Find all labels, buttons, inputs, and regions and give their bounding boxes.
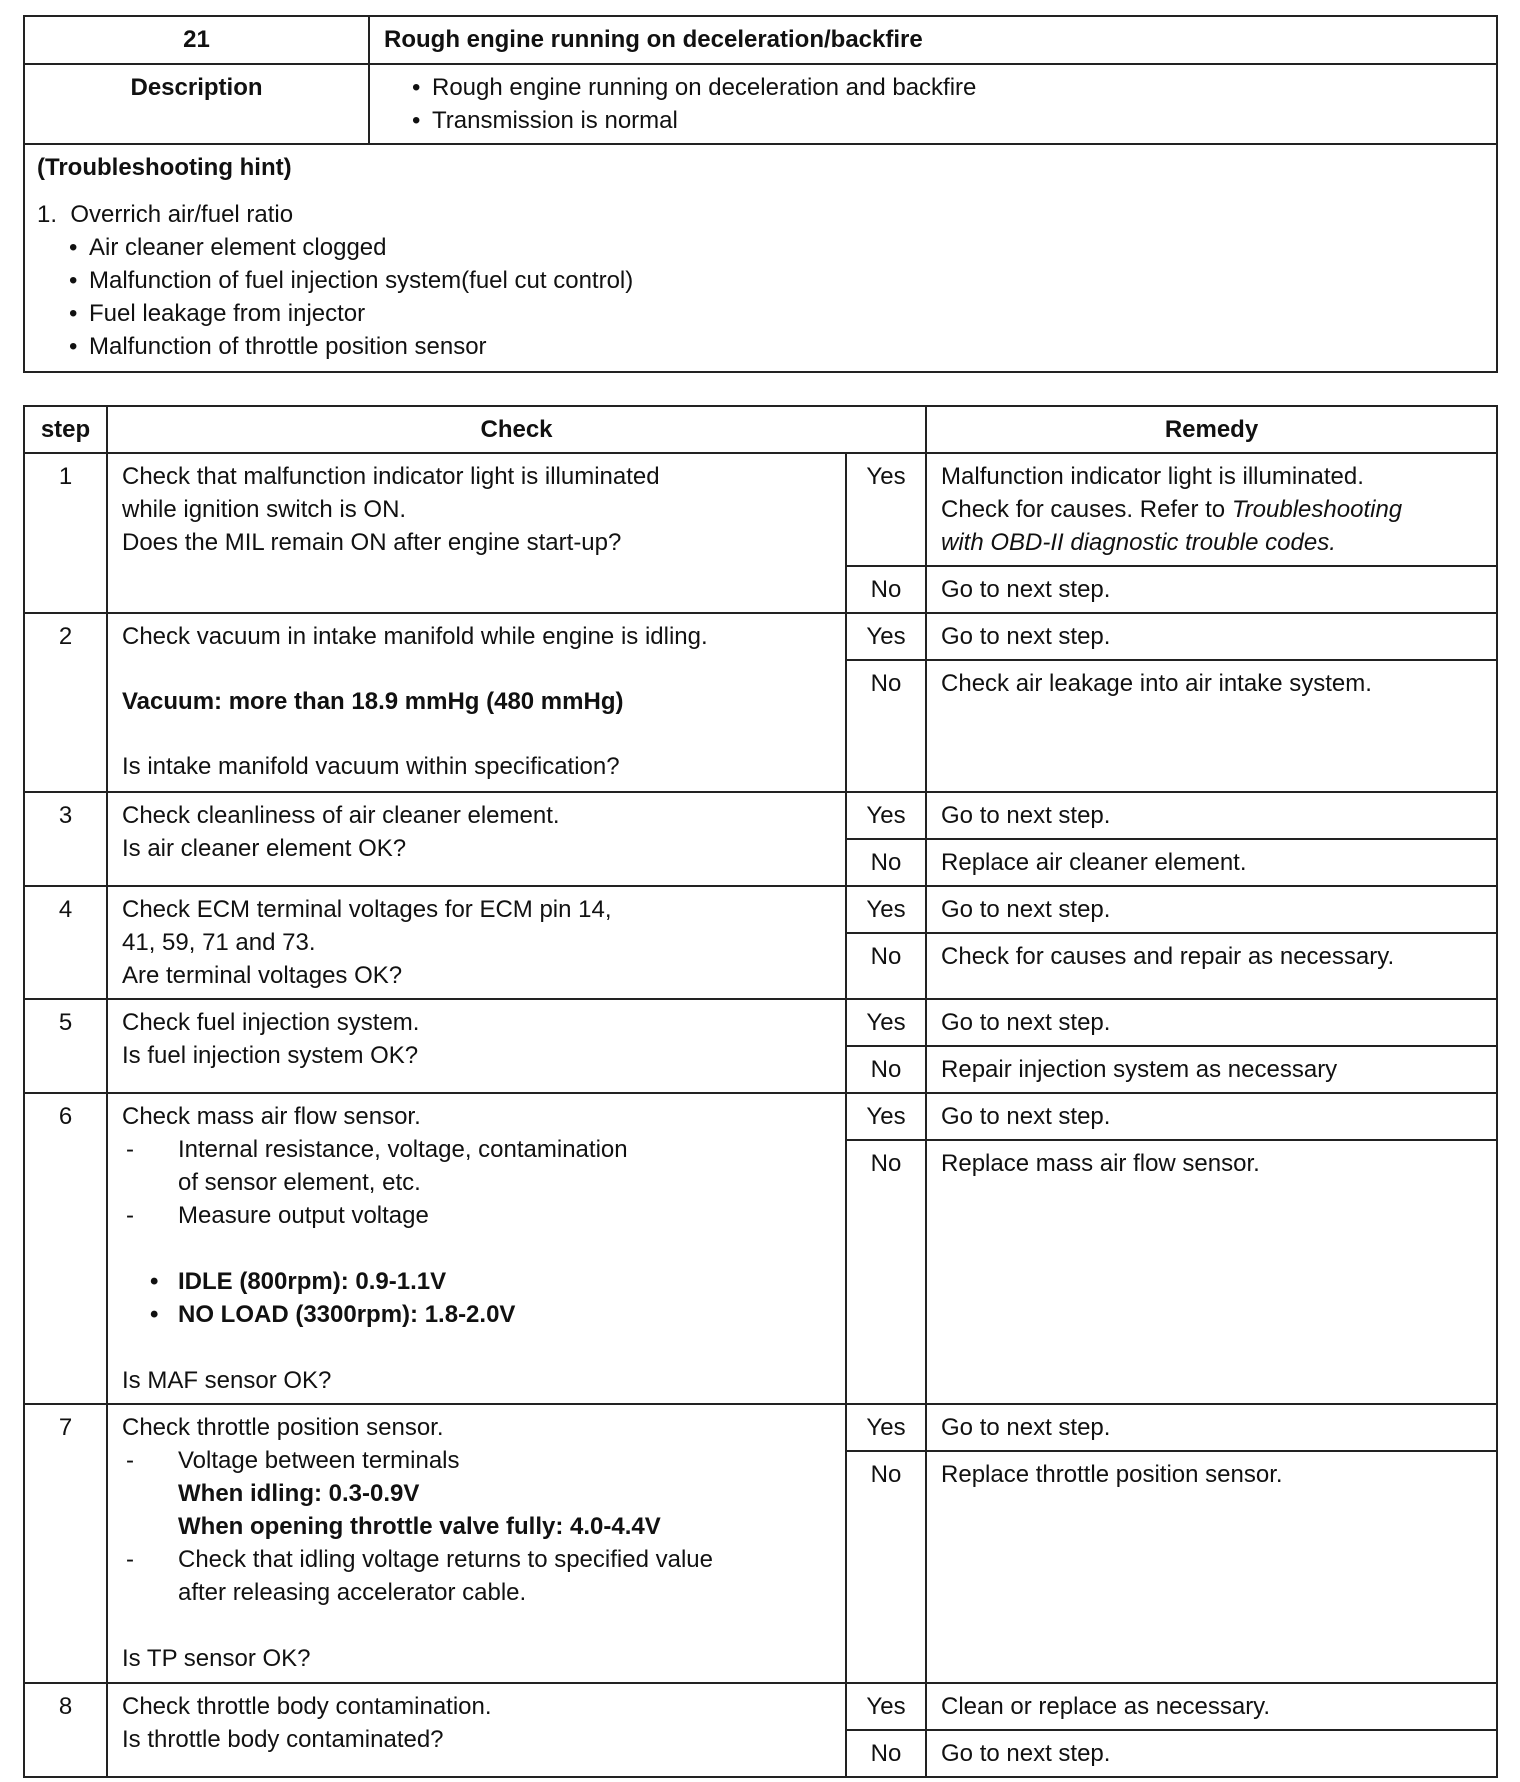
check-question: Is throttle body contaminated? [122,1726,444,1753]
check-line: Check that malfunction indicator light is illuminated [122,463,660,490]
check-dash-item: - Internal resistance, voltage, contamination of sensor element, etc. [122,1133,831,1199]
hint-heading-line [37,198,1484,231]
yes-label: Yes [846,1683,926,1730]
check-line: Check cleanliness of air cleaner element. [122,802,560,829]
check-dash-item: - Check that idling voltage returns to specified value after releasing accelerator cable. [122,1543,831,1609]
table-row [24,453,1497,566]
yes-label: Yes [846,613,926,660]
hint-number: 1. [37,201,58,228]
step-number: 6 [24,1093,107,1404]
check-cell [107,792,846,886]
hint-item: • Fuel leakage from injector [65,297,1484,330]
yes-label: Yes [846,792,926,839]
yes-label: Yes [846,999,926,1046]
spec-line: When idling: 0.3-0.9V [178,1480,420,1507]
check-cell [107,999,846,1093]
table-row [24,613,1497,660]
check-question: Are terminal voltages OK? [122,962,403,989]
no-label: No [846,660,926,792]
no-remedy: Check air leakage into air intake system. [926,660,1497,792]
spec-list [122,1265,831,1331]
check-cell [107,453,846,613]
remedy-line: Malfunction indicator light is illuminated. [941,463,1364,490]
table-row [24,1093,1497,1140]
step-number: 7 [24,1404,107,1683]
spec-line: Vacuum: more than 18.9 mmHg (480 mmHg) [122,688,624,715]
hint-item: • Air cleaner element clogged [65,231,1484,264]
check-question: Is fuel injection system OK? [122,1042,419,1069]
no-label: No [846,566,926,613]
spec-line: • NO LOAD (3300rpm): 1.8-2.0V [146,1298,831,1331]
reference-link: with OBD-II diagnostic trouble codes. [941,529,1336,556]
yes-label: Yes [846,1404,926,1451]
hint-heading: Overrich air/fuel ratio [70,201,294,228]
check-line: Check throttle body contamination. [122,1693,492,1720]
no-label: No [846,1730,926,1777]
check-line: while ignition switch is ON. [122,496,407,523]
yes-label: Yes [846,1093,926,1140]
yes-remedy: Go to next step. [926,613,1497,660]
check-cell [107,1093,846,1404]
check-line: Check vacuum in intake manifold while engine is idling. [122,623,708,650]
yes-remedy: Go to next step. [926,1404,1497,1451]
no-remedy: Go to next step. [926,566,1497,613]
no-remedy: Replace throttle position sensor. [926,1451,1497,1683]
table-header-row [24,406,1497,453]
check-question: Does the MIL remain ON after engine start-up? [122,529,622,556]
check-line: Check throttle position sensor. [122,1414,444,1441]
yes-remedy: Go to next step. [926,1093,1497,1140]
no-label: No [846,1451,926,1683]
yes-label: Yes [846,453,926,566]
troubleshooting-table [23,405,1498,1778]
summary-table [23,15,1498,373]
col-check-header: Check [107,406,926,453]
check-question: Is TP sensor OK? [122,1645,311,1672]
check-line: 41, 59, 71 and 73. [122,929,316,956]
step-number: 1 [24,453,107,613]
check-line: Check fuel injection system. [122,1009,420,1036]
hint-title: (Troubleshooting hint) [37,154,292,181]
check-dash-item: - Measure output voltage [122,1199,831,1232]
table-row [24,999,1497,1046]
table-row [24,886,1497,933]
table-row [24,1683,1497,1730]
yes-label: Yes [846,886,926,933]
description-item: • Rough engine running on deceleration and backfire [408,71,1482,104]
spec-line: • IDLE (800rpm): 0.9-1.1V [146,1265,831,1298]
yes-remedy: Go to next step. [926,886,1497,933]
step-number: 2 [24,613,107,792]
reference-link: Troubleshooting [1231,496,1403,523]
no-remedy: Replace air cleaner element. [926,839,1497,886]
hint-item: • Malfunction of fuel injection system(fuel cut control) [65,264,1484,297]
description-item: • Transmission is normal [408,104,1482,137]
hint-item: • Malfunction of throttle position sensor [65,330,1484,363]
hint-cell [24,144,1497,372]
yes-remedy: Go to next step. [926,792,1497,839]
spec-line: When opening throttle valve fully: 4.0-4.4V [178,1513,661,1540]
check-dash-item: - Voltage between terminals [122,1444,831,1477]
no-remedy: Check for causes and repair as necessary. [926,933,1497,999]
yes-remedy [926,453,1497,566]
symptom-title: Rough engine running on deceleration/backfire [369,16,1497,64]
table-row [24,792,1497,839]
no-remedy: Replace mass air flow sensor. [926,1140,1497,1404]
step-number: 8 [24,1683,107,1777]
remedy-line: Check for causes. Refer to Troubleshooting [941,496,1403,523]
no-label: No [846,839,926,886]
yes-remedy: Clean or replace as necessary. [926,1683,1497,1730]
yes-remedy: Go to next step. [926,999,1497,1046]
check-question: Is MAF sensor OK? [122,1367,332,1394]
check-question: Is air cleaner element OK? [122,835,407,862]
table-row [24,1404,1497,1451]
step-number: 3 [24,792,107,886]
no-label: No [846,1046,926,1093]
check-cell [107,1404,846,1683]
no-label: No [846,1140,926,1404]
col-remedy-header: Remedy [926,406,1497,453]
no-label: No [846,933,926,999]
step-number: 5 [24,999,107,1093]
check-cell [107,886,846,999]
no-remedy: Go to next step. [926,1730,1497,1777]
description-cell [369,64,1497,144]
col-step-header: step [24,406,107,453]
no-remedy: Repair injection system as necessary [926,1046,1497,1093]
check-cell [107,1683,846,1777]
symptom-number: 21 [24,16,369,64]
description-label: Description [24,64,369,144]
check-line: Check mass air flow sensor. [122,1103,421,1130]
check-line: Check ECM terminal voltages for ECM pin 14, [122,896,612,923]
check-cell [107,613,846,792]
step-number: 4 [24,886,107,999]
check-question: Is intake manifold vacuum within specification? [122,753,620,780]
